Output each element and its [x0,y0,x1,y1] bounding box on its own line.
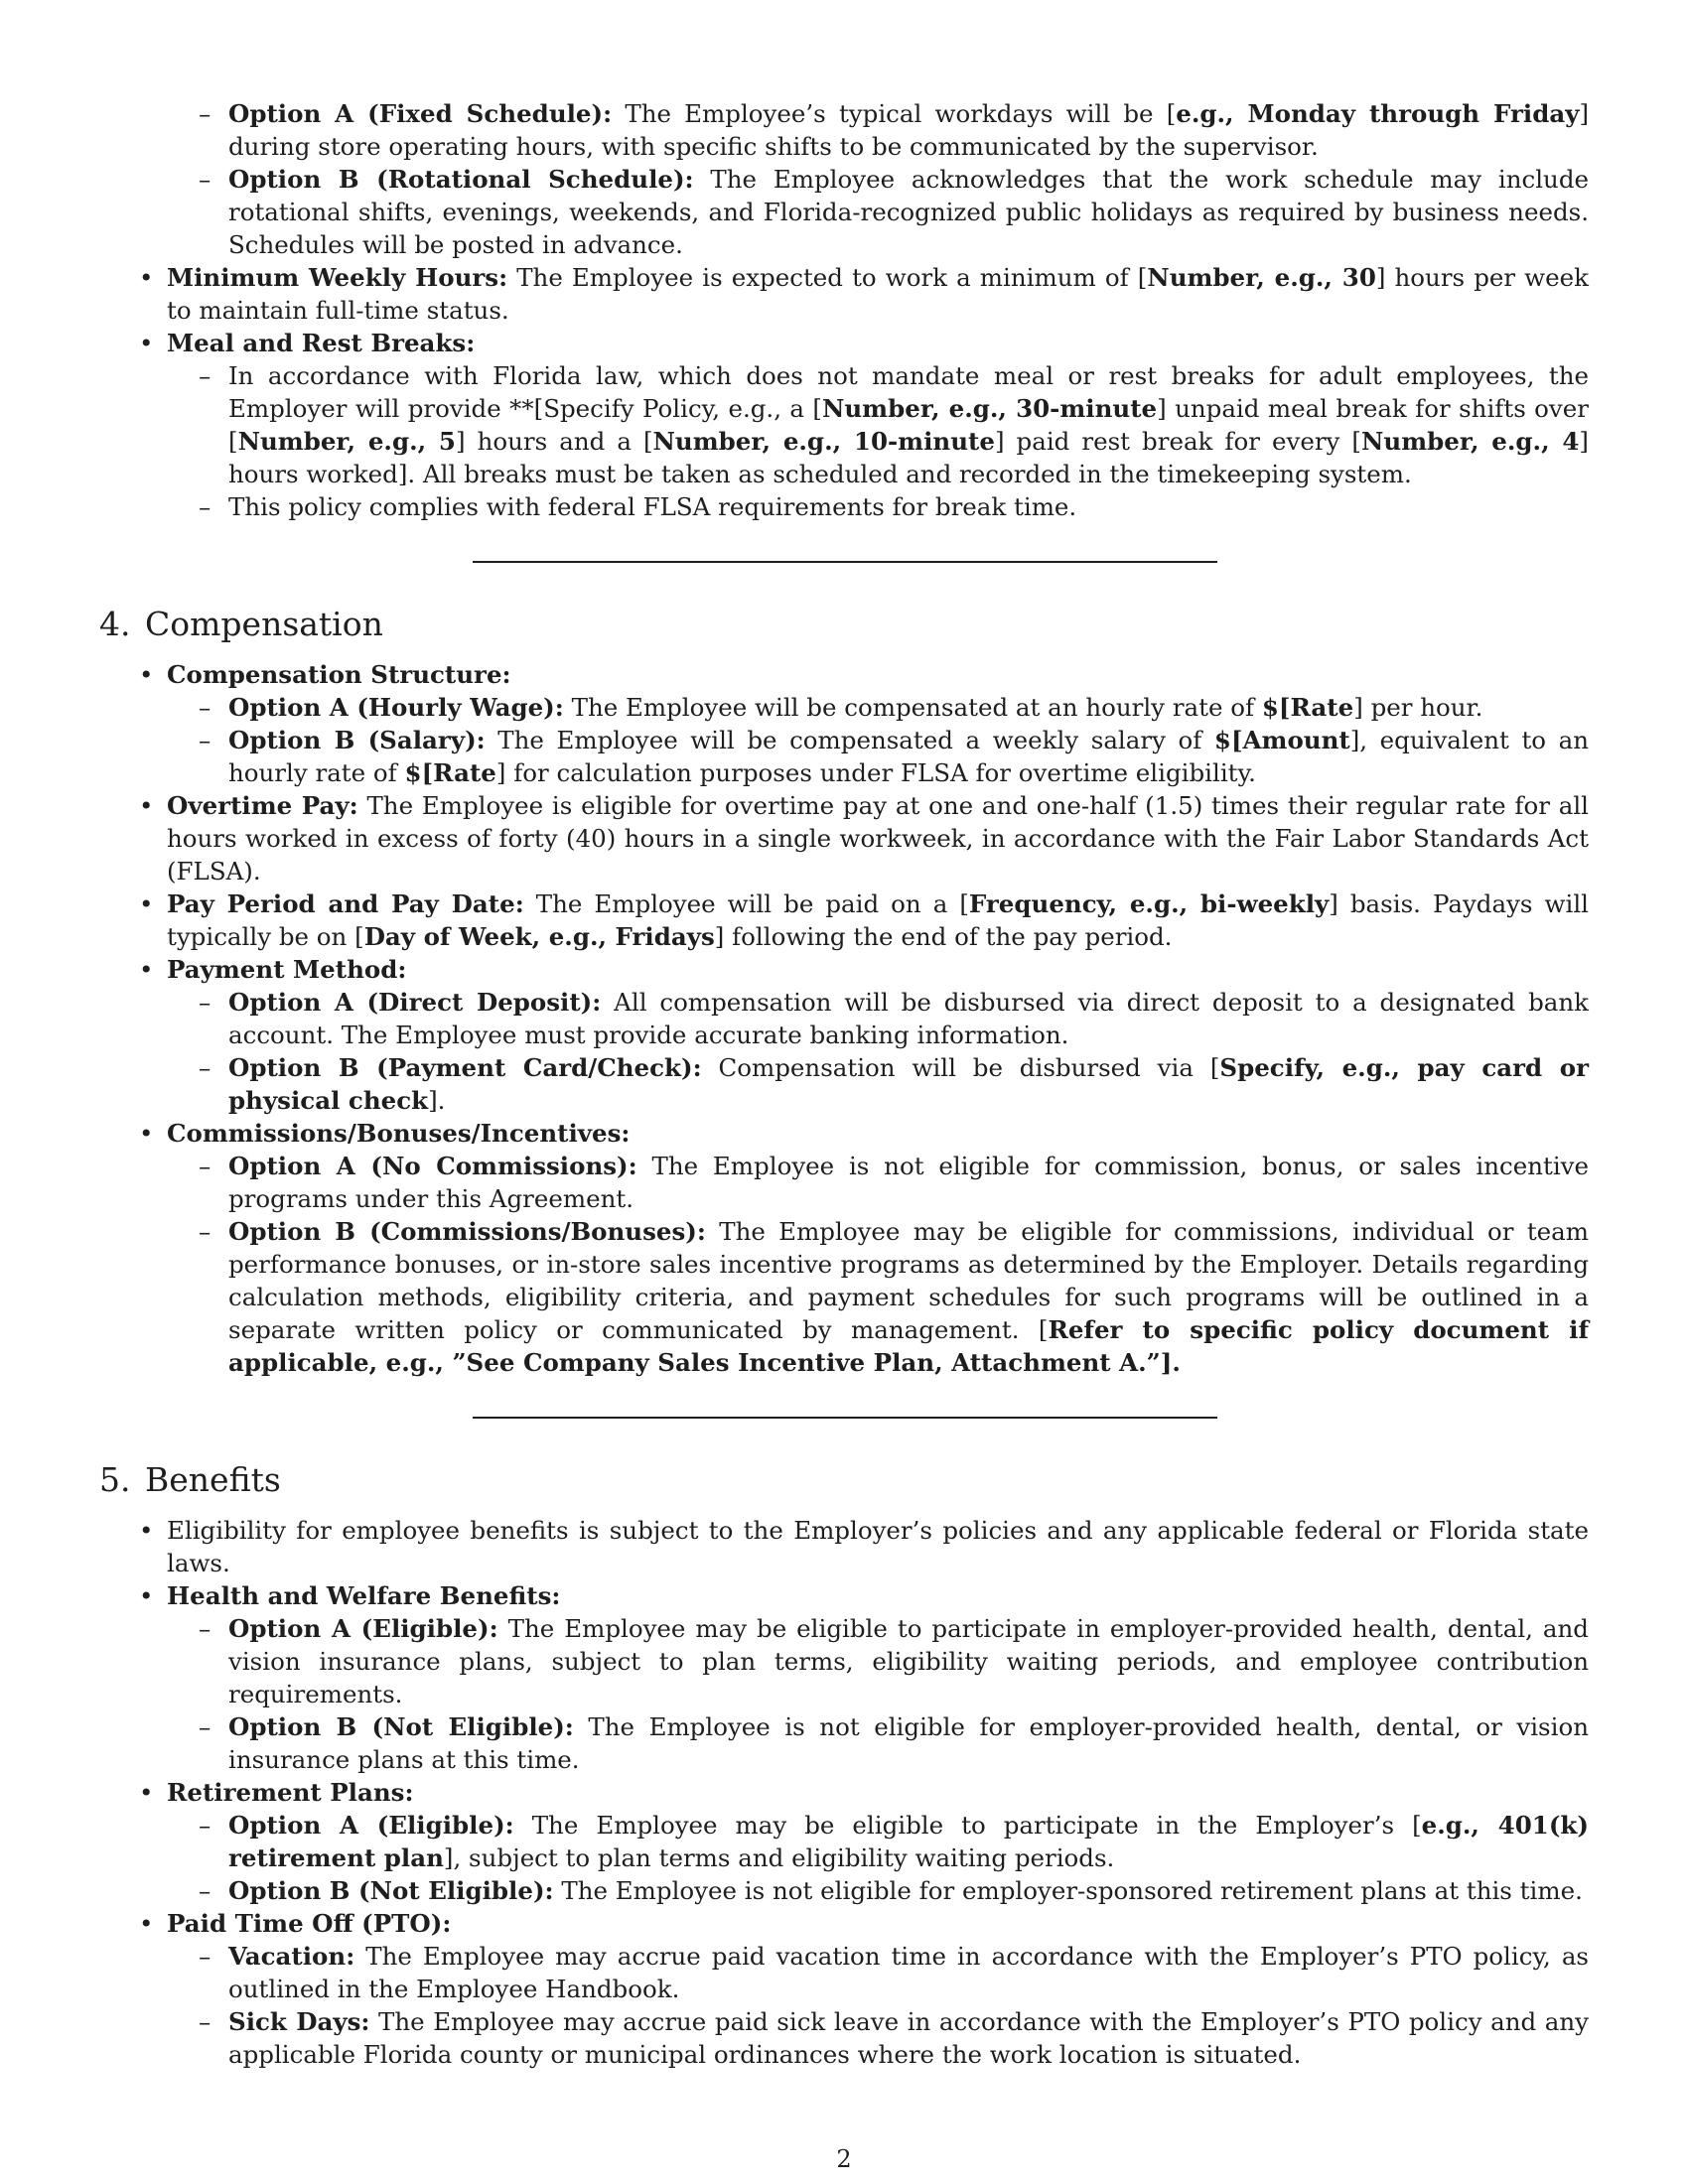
commissions-bonuses-option: – Option B (Commissions/Bonuses): The Employee may be eligible for commissions, individual or team performance bonuses, or in-store sales incentive programs as determined by the Employer. Details regarding calculation methods, eligibility criteria, and payment schedules for such programs will be outlined in a separate written policy or communicated by management. [Refer to specific policy document if applicable, e.g., ”See Company Sales Incentive Plan, Attachment A.”]. [199,1217,1590,1377]
compensation-list [99,658,1589,1379]
section-heading-compensation: 4. Compensation [99,605,383,643]
breaks-policy-subitem: – In accordance with Florida law, which does not mandate meal or rest breaks for adult employees, the Employer will provide **[Specify Policy, e.g., a [Number, e.g., 30-minute] unpaid meal break for shifts over [Number, e.g., 5] hours and a [Number, e.g., 10-minute] paid rest break for every [Number, e.g., 4] hours worked]. All breaks must be taken as scheduled and recorded in the timekeeping system. [199,361,1589,488]
dot-bullet: • [139,889,154,918]
schedule-option-b: – Option B (Rotational Schedule): The Employee acknowledges that the work schedule may include rotational shifts, evenings, weekends, and Florida-recognized public holidays as required by business needs. Schedules will be posted in advance. [199,165,1590,259]
schedule-list [99,97,1589,523]
dash-bullet: – [199,1217,211,1246]
option-label: Option B (Rotational Schedule): [228,165,694,194]
option-label: Option A (Eligible): [228,1614,498,1643]
item-label: Pay Period and Pay Date: [167,889,524,918]
salary-option: – Option B (Salary): The Employee will be compensated a weekly salary of $[Amount], equivalent to an hourly rate of $[Rate] for calculation purposes under FLSA for overtime eligibility. [199,726,1589,787]
dash-bullet: – [199,726,211,754]
item-label: Minimum Weekly Hours: [167,263,508,292]
dot-bullet: • [139,1119,154,1148]
item-label: Commissions/Bonuses/Incentives: [167,1119,631,1148]
dash-bullet: – [199,492,211,521]
option-label: Option B (Salary): [228,726,486,754]
option-label: Option A (Direct Deposit): [228,988,602,1017]
section-heading-benefits: 5. Benefits [99,1460,281,1499]
minimum-weekly-hours-item: • Minimum Weekly Hours: The Employee is expected to work a minimum of [Number, e.g., 30] hours per week to maintain full-time status. [139,263,1589,325]
option-label: Sick Days: [228,2007,370,2036]
item-label: Payment Method: [167,955,407,984]
dash-bullet: – [199,1712,211,1741]
dash-bullet: – [199,693,211,722]
breaks-flsa-subitem: – This policy complies with federal FLSA requirements for break time. [199,492,1077,521]
benefits-list [99,1514,1589,2071]
no-commissions-option: – Option A (No Commissions): The Employee is not eligible for commission, bonus, or sales incentive programs under this Agreement. [199,1152,1590,1213]
option-label: Option B (Not Eligible): [228,1876,554,1905]
direct-deposit-option: – Option A (Direct Deposit): All compensation will be disbursed via direct deposit to a designated bank account. The Employee must provide accurate banking information. [199,988,1589,1049]
retirement-plans-item [99,1776,1589,1809]
option-label: Vacation: [228,1942,355,1971]
dot-bullet: • [139,1581,154,1610]
payment-method-item [99,953,1589,986]
dot-bullet: • [139,955,154,984]
benefits-eligibility-item: • Eligibility for employee benefits is subject to the Employer’s policies and any applicable federal or Florida state laws. [139,1516,1589,1577]
retirement-eligible-option: – Option A (Eligible): The Employee may be eligible to participate in the Employer’s [e.g., 401(k) retirement plan], subject to plan terms and eligibility waiting periods. [199,1811,1589,1872]
option-label: Option B (Payment Card/Check): [228,1053,702,1082]
option-label: Option A (Fixed Schedule): [228,99,613,128]
dot-bullet: • [139,1516,154,1545]
schedule-option-a: – Option A (Fixed Schedule): The Employee’s typical workdays will be [e.g., Monday through Friday] during store operating hours, with specific shifts to be communicated by the supervisor. [199,99,1590,161]
dot-bullet: • [139,660,154,689]
section-divider [473,561,1217,563]
item-label: Retirement Plans: [167,1778,414,1807]
dash-bullet: – [199,99,211,128]
retirement-not-eligible-option: – Option B (Not Eligible): The Employee is not eligible for employer-sponsored retirement plans at this time. [199,1876,1583,1905]
dash-bullet: – [199,988,211,1017]
dash-bullet: – [199,1811,211,1840]
dot-bullet: • [139,1909,154,1938]
page-content [99,97,1589,2071]
option-label: Option A (No Commissions): [228,1152,637,1180]
overtime-pay-item: • Overtime Pay: The Employee is eligible for overtime pay at one and one-half (1.5) times their regular rate for all hours worked in excess of forty (40) hours in a single workweek, in accordance with the Fair Labor Standards Act (FLSA). [139,791,1589,886]
dot-bullet: • [139,791,154,820]
dot-bullet: • [139,1778,154,1807]
item-label: Compensation Structure: [167,660,511,689]
paid-time-off-item [99,1907,1589,1940]
vacation-subitem: – Vacation: The Employee may accrue paid vacation time in accordance with the Employer’s PTO policy, as outlined in the Employee Handbook. [199,1942,1589,2003]
item-label: Paid Time Off (PTO): [167,1909,452,1938]
option-label: Option B (Not Eligible): [228,1712,574,1741]
hourly-wage-option: – Option A (Hourly Wage): The Employee will be compensated at an hourly rate of $[Rate] per hour. [199,693,1483,722]
option-label: Option A (Eligible): [228,1811,514,1840]
item-label: Meal and Rest Breaks: [167,329,476,357]
section-divider [473,1417,1217,1419]
health-not-eligible-option: – Option B (Not Eligible): The Employee is not eligible for employer-provided health, dental, or vision insurance plans at this time. [199,1712,1589,1774]
commissions-item [99,1117,1589,1150]
sick-days-subitem: – Sick Days: The Employee may accrue paid sick leave in accordance with the Employer’s PTO policy and any applicable Florida county or municipal ordinances where the work location is situated. [199,2007,1589,2069]
dash-bullet: – [199,1614,211,1643]
dot-bullet: • [139,329,154,357]
option-label: Option B (Commissions/Bonuses): [228,1217,706,1246]
dash-bullet: – [199,1152,211,1180]
meal-rest-breaks-item [99,327,1589,359]
pay-period-item: • Pay Period and Pay Date: The Employee will be paid on a [Frequency, e.g., bi-weekly] basis. Paydays will typically be on [Day of Week, e.g., Fridays] following the end of the pay period. [139,889,1589,951]
dot-bullet: • [139,263,154,292]
dash-bullet: – [199,165,211,194]
dash-bullet: – [199,2007,211,2036]
health-eligible-option: – Option A (Eligible): The Employee may be eligible to participate in employer-provided health, dental, and vision insurance plans, subject to plan terms, eligibility waiting periods, and employee contribution requirements. [199,1614,1589,1708]
compensation-structure-item [99,658,1589,691]
option-label: Option A (Hourly Wage): [228,693,564,722]
dash-bullet: – [199,1053,211,1082]
item-label: Overtime Pay: [167,791,358,820]
item-label: Health and Welfare Benefits: [167,1581,561,1610]
page-number: 2 [836,2145,852,2173]
payment-card-option: – Option B (Payment Card/Check): Compensation will be disbursed via [Specify, e.g., pay card or physical check]. [199,1053,1589,1115]
health-welfare-item [99,1579,1589,1612]
dash-bullet: – [199,361,211,390]
dash-bullet: – [199,1876,211,1905]
dash-bullet: – [199,1942,211,1971]
